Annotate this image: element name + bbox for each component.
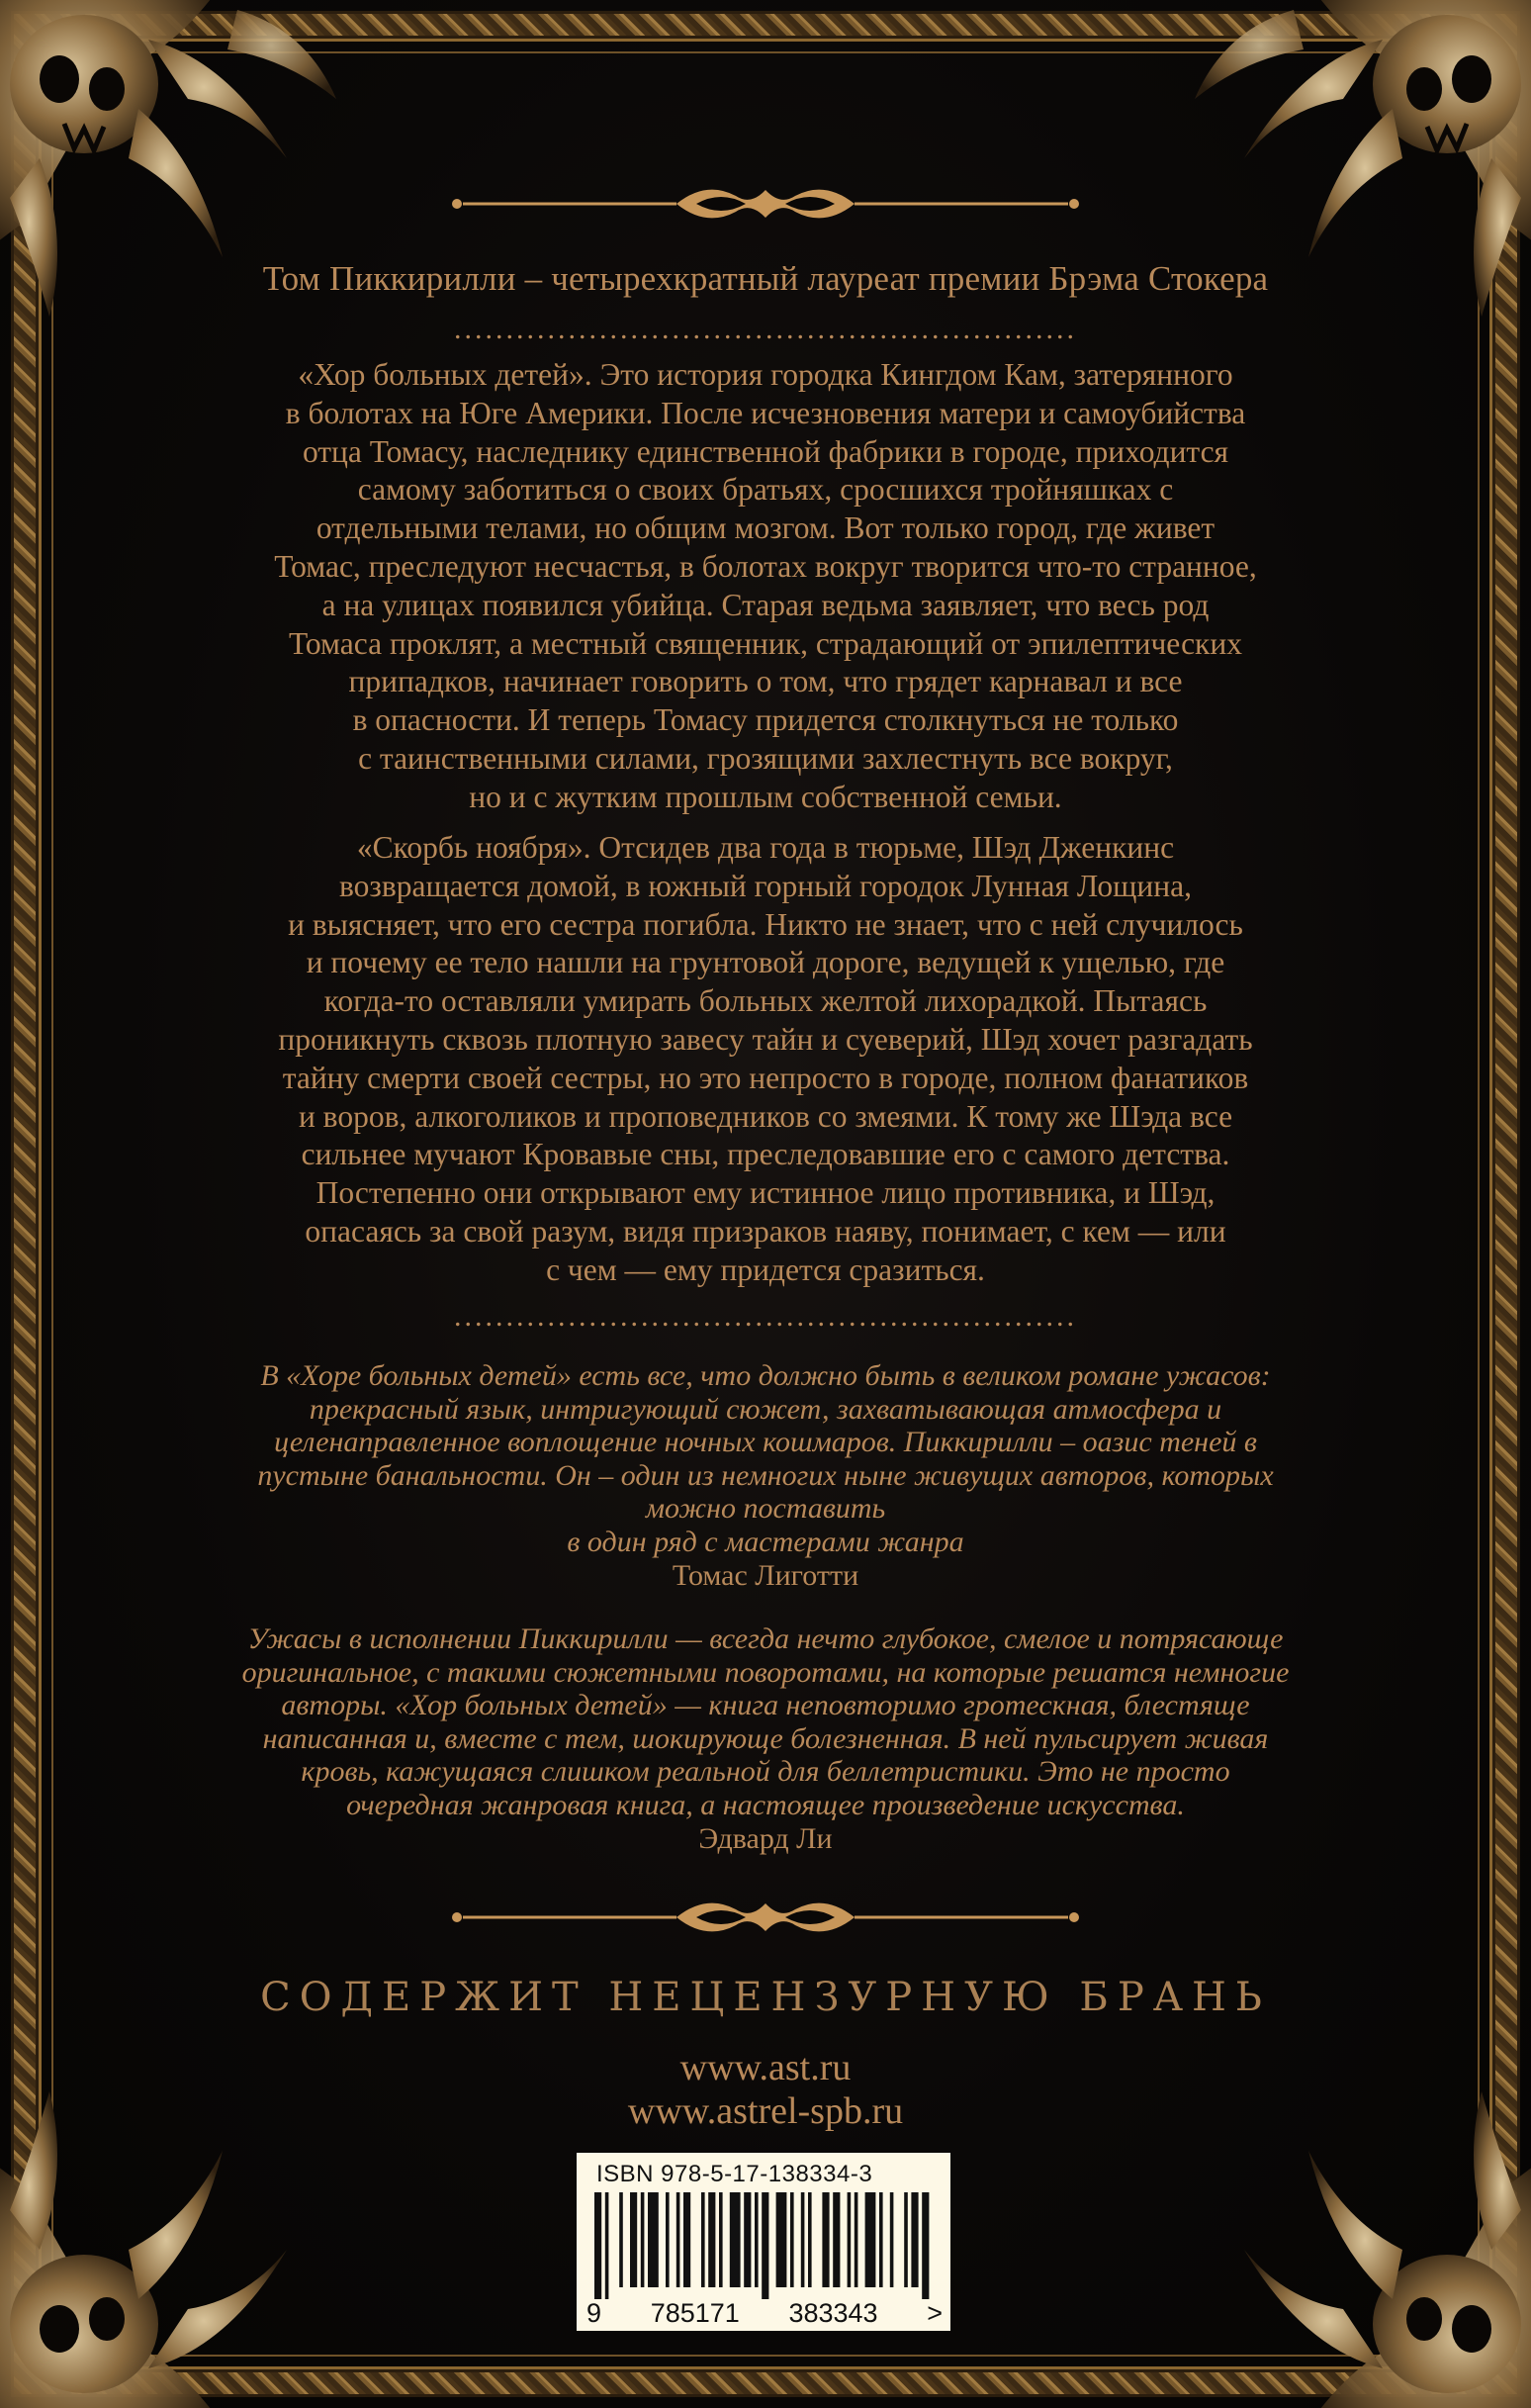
barcode-bar	[719, 2192, 723, 2287]
text-line: в один ряд с мастерами жанра	[567, 1525, 964, 1558]
text-line: а на улицах появился убийца. Старая ведьма заявляет, что весь род	[321, 587, 1210, 622]
barcode-digit-group: 9	[586, 2298, 602, 2328]
text-line: можно поставить	[645, 1492, 886, 1526]
text-line: но и с жутким прошлым собственной семьи.	[469, 779, 1062, 814]
publisher-urls	[129, 2046, 1402, 2133]
barcode-bars	[594, 2192, 933, 2299]
text-line: В «Хоре больных детей» есть все, что должно быть в великом романе ужасов:	[260, 1359, 1271, 1392]
text-line: и почему ее тело нашли на грунтовой дороге, ведущей к ущелью, где	[306, 945, 1225, 980]
barcode-digit-group: >	[927, 2298, 943, 2328]
text-line: оригинальное, с такими сюжетными поворотами, на которые решатся немногие	[241, 1655, 1290, 1689]
scroll-ornament-icon	[449, 176, 1082, 232]
text-line: проникнуть сквозь плотную завесу тайн и суеверий, Шэд хочет разгадать	[278, 1021, 1253, 1057]
text-line: с таинственными силами, грозящими захлестнуть все вокруг,	[358, 740, 1173, 776]
barcode-digits	[586, 2298, 943, 2329]
synopsis-paragraph-2	[129, 829, 1402, 1290]
text-line: Постепенно они открывают ему истинное лицо противника, и Шэд,	[315, 1175, 1216, 1211]
text-line: Томаса проклят, а местный священник, страдающий от эпилептических	[289, 625, 1242, 661]
barcode-bar	[648, 2192, 659, 2287]
barcode-bar	[619, 2192, 623, 2287]
text-line: возвращается домой, в южный горный городок Лунная Лощина,	[338, 868, 1193, 903]
text-line: авторы. «Хор больных детей» — книга неповторимо гротескная, блестяще	[281, 1689, 1250, 1722]
barcode-bar	[879, 2192, 883, 2287]
dotted-separator: ............................................................	[454, 313, 1077, 345]
barcode-bar	[730, 2192, 741, 2287]
quote-author: Эдвард Ли	[698, 1821, 833, 1855]
barcode-bar	[594, 2192, 601, 2299]
text-line: тайну смерти своей сестры, но это непросто в городе, полном фанатиков	[282, 1060, 1249, 1095]
text-line: в болотах на Юге Америки. После исчезновения матери и самоубийства	[285, 395, 1246, 430]
quote-author: Томас Лиготти	[672, 1558, 859, 1592]
barcode-bar	[904, 2192, 908, 2287]
text-line: «Хор больных детей». Это история городка Кингдом Кам, затерянного	[298, 357, 1233, 392]
text-line: когда-то оставляли умирать больных желтой лихорадкой. Пытаясь	[323, 983, 1208, 1019]
barcode-bar	[755, 2192, 759, 2287]
barcode-bar	[762, 2192, 768, 2299]
text-line: написанная и, вместе с тем, шокирующе болезненная. В ней пульсирует живая	[262, 1721, 1269, 1755]
barcode-bar	[605, 2192, 609, 2299]
text-line: Томас, преследуют несчастья, в болотах вокруг творится что-то странное,	[274, 548, 1257, 584]
text-line: припадков, начинает говорить о том, что грядет карнавал и все	[348, 664, 1183, 699]
barcode-bar	[865, 2192, 876, 2287]
text-line: и воров, алкоголиков и проповедников со змеями. К тому же Шэда все	[298, 1098, 1233, 1134]
text-line: отца Томасу, наследнику единственной фабрики в городе, приходится	[302, 433, 1229, 469]
text-line: целенаправленное воплощение ночных кошмаров. Пиккирилли – оазис теней в	[274, 1426, 1257, 1459]
barcode-bar	[676, 2192, 680, 2287]
dotted-separator: ............................................................	[454, 1300, 1077, 1333]
text-line: Ужасы в исполнении Пиккирилли — всегда нечто глубокое, смелое и потрясающе	[247, 1622, 1284, 1655]
barcode-bar	[641, 2192, 645, 2287]
review-quote-1	[129, 1359, 1402, 1592]
text-line: кровь, кажущаяся слишком реальной для беллетристики. Это не просто	[301, 1755, 1230, 1789]
profanity-warning: СОДЕРЖИТ НЕЦЕНЗУРНУЮ БРАНЬ	[260, 1975, 1271, 2020]
barcode-bar	[833, 2192, 840, 2287]
barcode-digit-group: 785171	[650, 2298, 740, 2328]
url-link[interactable]: www.ast.ru	[679, 2047, 852, 2088]
text-line: «Скорбь ноября». Отсидев два года в тюрьме, Шэд Дженкинс	[356, 830, 1175, 865]
url-link[interactable]: www.astrel-spb.ru	[627, 2090, 904, 2132]
isbn-label: ISBN 978-5-17-138334-3	[596, 2161, 873, 2187]
text-line: самому заботиться о своих братьях, сросшихся тройняшках с	[357, 472, 1174, 508]
barcode-bar	[808, 2192, 812, 2287]
text-line: опасаясь за свой разум, видя призраков наяву, понимает, с кем — или	[305, 1213, 1226, 1249]
isbn-barcode	[577, 2153, 950, 2331]
text-line: с чем — ему придется сразиться.	[546, 1251, 985, 1287]
barcode-bar	[776, 2192, 787, 2287]
text-line: сильнее мучают Кровавые сны, преследовавшие его с самого детства.	[301, 1137, 1230, 1172]
barcode-bar	[790, 2192, 794, 2287]
barcode-bar	[801, 2192, 805, 2287]
text-line: очередная жанровая книга, а настоящее произведение искусства.	[346, 1788, 1185, 1821]
barcode-bar	[911, 2192, 918, 2287]
barcode-bar	[890, 2192, 894, 2287]
barcode-bar	[630, 2192, 637, 2287]
barcode-bar	[922, 2192, 929, 2299]
text-line: отдельными телами, но общим мозгом. Вот только город, где живет	[315, 510, 1216, 546]
text-line: пустыне банальности. Он – один из немногих ныне живущих авторов, которых	[257, 1458, 1274, 1492]
barcode-bar	[855, 2192, 858, 2287]
text-line: и выясняет, что его сестра погибла. Никто не знает, что с ней случилось	[288, 906, 1243, 942]
synopsis-paragraph-1	[129, 356, 1402, 817]
text-line: в опасности. И теперь Томасу придется столкнуться не только	[352, 702, 1179, 738]
barcode-bar	[822, 2192, 829, 2287]
barcode-bar	[701, 2192, 705, 2287]
scroll-ornament-icon	[449, 1890, 1082, 1945]
barcode-bar	[848, 2192, 852, 2287]
barcode-digit-group: 383343	[788, 2298, 878, 2328]
barcode-bar	[708, 2192, 715, 2287]
author-award-tagline: Том Пиккирилли – четырехкратный лауреат премии Брэма Стокера	[262, 259, 1269, 298]
text-line: прекрасный язык, интригующий сюжет, захватывающая атмосфера и	[309, 1392, 1222, 1426]
review-quote-2	[129, 1622, 1402, 1855]
barcode-bar	[666, 2192, 670, 2287]
barcode-bar	[683, 2192, 690, 2287]
barcode-bar	[744, 2192, 751, 2287]
